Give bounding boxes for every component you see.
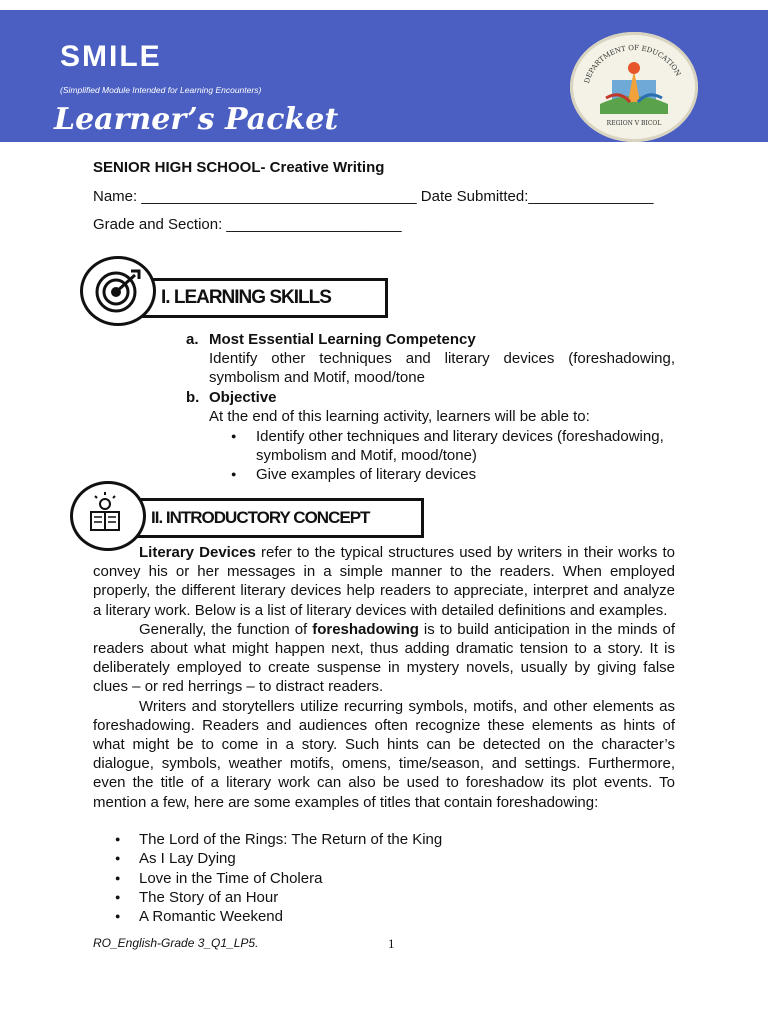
footer-code: RO_English-Grade 3_Q1_LP5. xyxy=(93,936,259,950)
list-item: ● The Story of an Hour xyxy=(115,888,442,907)
objective-item: Identify other techniques and literary devices (foreshadowing, symbolism and Motif, mood/tone) xyxy=(256,428,664,465)
section-introductory-title: II. INTRODUCTORY CONCEPT xyxy=(151,508,370,527)
grade-section-line: Grade and Section: _____________________ xyxy=(93,216,402,233)
list-item: ● The Lord of the Rings: The Return of the King xyxy=(115,830,442,849)
paragraph-foreshadowing: Generally, the function of foreshadowing is to build anticipation in the minds of readers about what might happen next, thus adding dramatic tension to a story. It is deliberately employed to create suspense in mystery novels, usually by giving false clues – or red herrings – to distract readers. xyxy=(93,620,675,696)
seal-region-text: REGION V BICOL xyxy=(606,120,662,127)
smile-subtitle: (Simplified Module Intended for Learning Encounters) xyxy=(60,85,262,95)
objective-label: Objective xyxy=(209,389,277,406)
objective-item: Give examples of literary devices xyxy=(256,466,477,483)
list-item: ● Love in the Time of Cholera xyxy=(115,869,442,888)
learners-packet-title: Learner’s Packet xyxy=(54,102,339,137)
book-lightbulb-icon xyxy=(70,481,146,551)
item-b-marker: b. xyxy=(186,389,200,406)
bullet-icon: ● xyxy=(231,431,237,441)
section-learning-skills-header xyxy=(142,278,388,318)
term-foreshadowing: foreshadowing xyxy=(312,620,419,638)
page-number: 1 xyxy=(388,936,395,951)
section-learning-skills-title: I. LEARNING SKILLS xyxy=(161,287,331,308)
item-a-marker: a. xyxy=(186,331,199,348)
competency-text: Identify other techniques and literary devices (foreshadowing, symbolism and Motif, mood/tone xyxy=(209,350,675,387)
name-date-line: Name: _________________________________ Date Submitted:_______________ xyxy=(93,188,654,205)
intro-paragraphs xyxy=(93,543,675,812)
examples-list xyxy=(115,830,442,926)
paragraph-literary-devices: Literary Devices refer to the typical structures used by writers in their works to convey his or her messages in a simple manner to the readers. When employed properly, the different literary devices help readers to appreciate, interpret and analyze a literary work. Below is a list of literary devices with detailed definitions and examples. xyxy=(93,544,676,619)
header-banner xyxy=(0,10,768,142)
objective-intro: At the end of this learning activity, learners will be able to: xyxy=(209,408,590,425)
deped-seal-logo xyxy=(570,32,698,142)
seal-top-text: DEPARTMENT OF EDUCATION xyxy=(583,43,683,85)
list-item: ● A Romantic Weekend xyxy=(115,907,442,926)
section-introductory-header xyxy=(132,498,424,538)
smile-logo-title: SMILE xyxy=(60,40,162,73)
bullet-icon: ● xyxy=(231,469,237,479)
competency-label: Most Essential Learning Competency xyxy=(209,331,476,348)
paragraph-writers: Writers and storytellers utilize recurring symbols, motifs, and other elements as foreshadowing. Readers and audiences often recognize these elements as hints of what might be to come in a story. Such hints can be detected on the character’s dialogue, symbols, weather motifs, omens, time/season, and settings. Furthermore, even the title of a literary work can also be used to foreshadow its plot events. To mention a few, here are some examples of titles that contain foreshadowing: xyxy=(93,697,675,811)
target-icon xyxy=(80,256,156,326)
course-title: SENIOR HIGH SCHOOL- Creative Writing xyxy=(93,159,385,176)
term-literary-devices: Literary Devices xyxy=(139,544,256,561)
list-item: ● As I Lay Dying xyxy=(115,849,442,868)
